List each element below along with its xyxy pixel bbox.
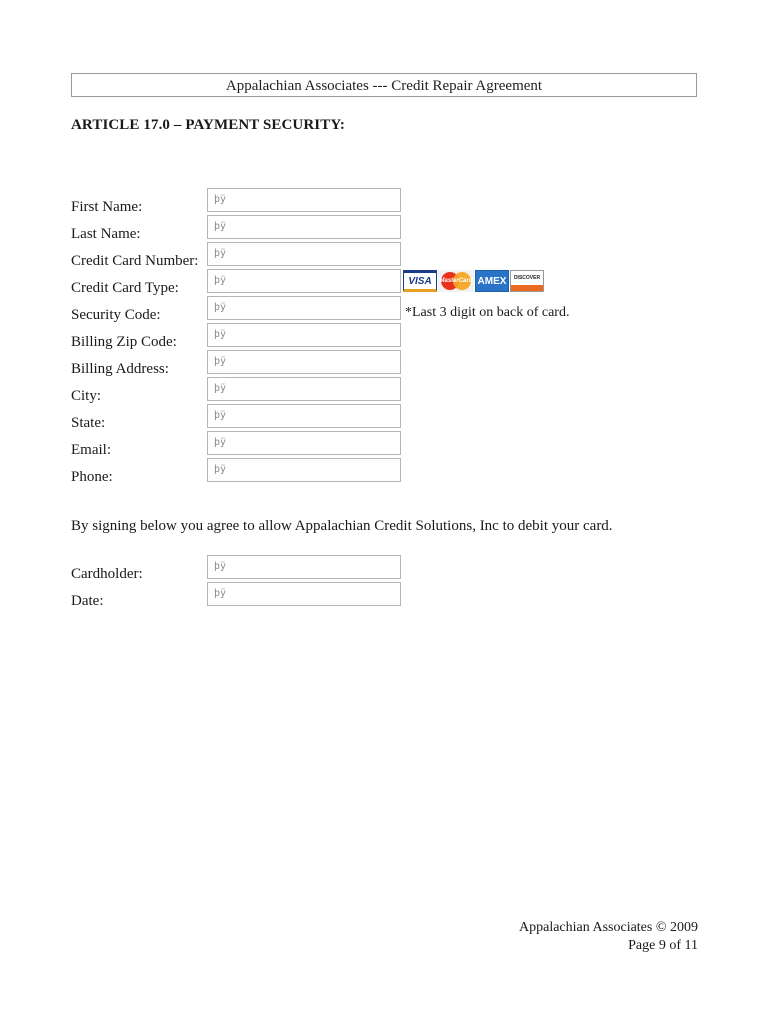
mastercard-logo-text: MasterCard — [439, 278, 473, 284]
credit-card-number-field[interactable]: þÿ — [207, 242, 401, 266]
visa-logo: VISA — [403, 270, 437, 292]
credit-card-number-label: Credit Card Number: — [71, 253, 199, 269]
last-name-label: Last Name: — [71, 226, 141, 242]
page-footer — [519, 919, 698, 955]
billing-zip-field[interactable]: þÿ — [207, 323, 401, 347]
date-label: Date: — [71, 593, 104, 609]
billing-address-field[interactable]: þÿ — [207, 350, 401, 374]
city-label: City: — [71, 388, 102, 404]
security-code-field[interactable]: þÿ — [207, 296, 401, 320]
credit-card-type-label: Credit Card Type: — [71, 280, 179, 296]
billing-address-label: Billing Address: — [71, 361, 169, 377]
last-name-field[interactable]: þÿ — [207, 215, 401, 239]
date-field[interactable]: þÿ — [207, 582, 401, 606]
discover-logo-text: DISCOVER — [513, 275, 541, 281]
first-name-field[interactable]: þÿ — [207, 188, 401, 212]
credit-card-type-field[interactable]: þÿ — [207, 269, 401, 293]
email-field[interactable]: þÿ — [207, 431, 401, 455]
footer-page-number: Page 9 of 11 — [628, 938, 698, 953]
state-field[interactable]: þÿ — [207, 404, 401, 428]
discover-logo — [510, 270, 544, 292]
security-code-label: Security Code: — [71, 307, 161, 323]
security-code-note: *Last 3 digit on back of card. — [405, 305, 570, 320]
state-label: State: — [71, 415, 106, 431]
consent-text: By signing below you agree to allow Appalachian Credit Solutions, Inc to debit your card. — [71, 518, 613, 534]
cardholder-label: Cardholder: — [71, 566, 143, 582]
city-field[interactable]: þÿ — [207, 377, 401, 401]
phone-field[interactable]: þÿ — [207, 458, 401, 482]
amex-logo: AMEX — [475, 270, 509, 292]
phone-label: Phone: — [71, 469, 113, 485]
cardholder-field[interactable]: þÿ — [207, 555, 401, 579]
article-heading: ARTICLE 17.0 – PAYMENT SECURITY: — [71, 117, 345, 133]
email-label: Email: — [71, 442, 111, 458]
billing-zip-label: Billing Zip Code: — [71, 334, 177, 350]
first-name-label: First Name: — [71, 199, 143, 215]
footer-copyright: Appalachian Associates © 2009 — [519, 920, 698, 935]
mastercard-logo — [438, 270, 474, 292]
card-logos — [403, 270, 544, 292]
document-header: Appalachian Associates --- Credit Repair Agreement — [71, 73, 697, 97]
